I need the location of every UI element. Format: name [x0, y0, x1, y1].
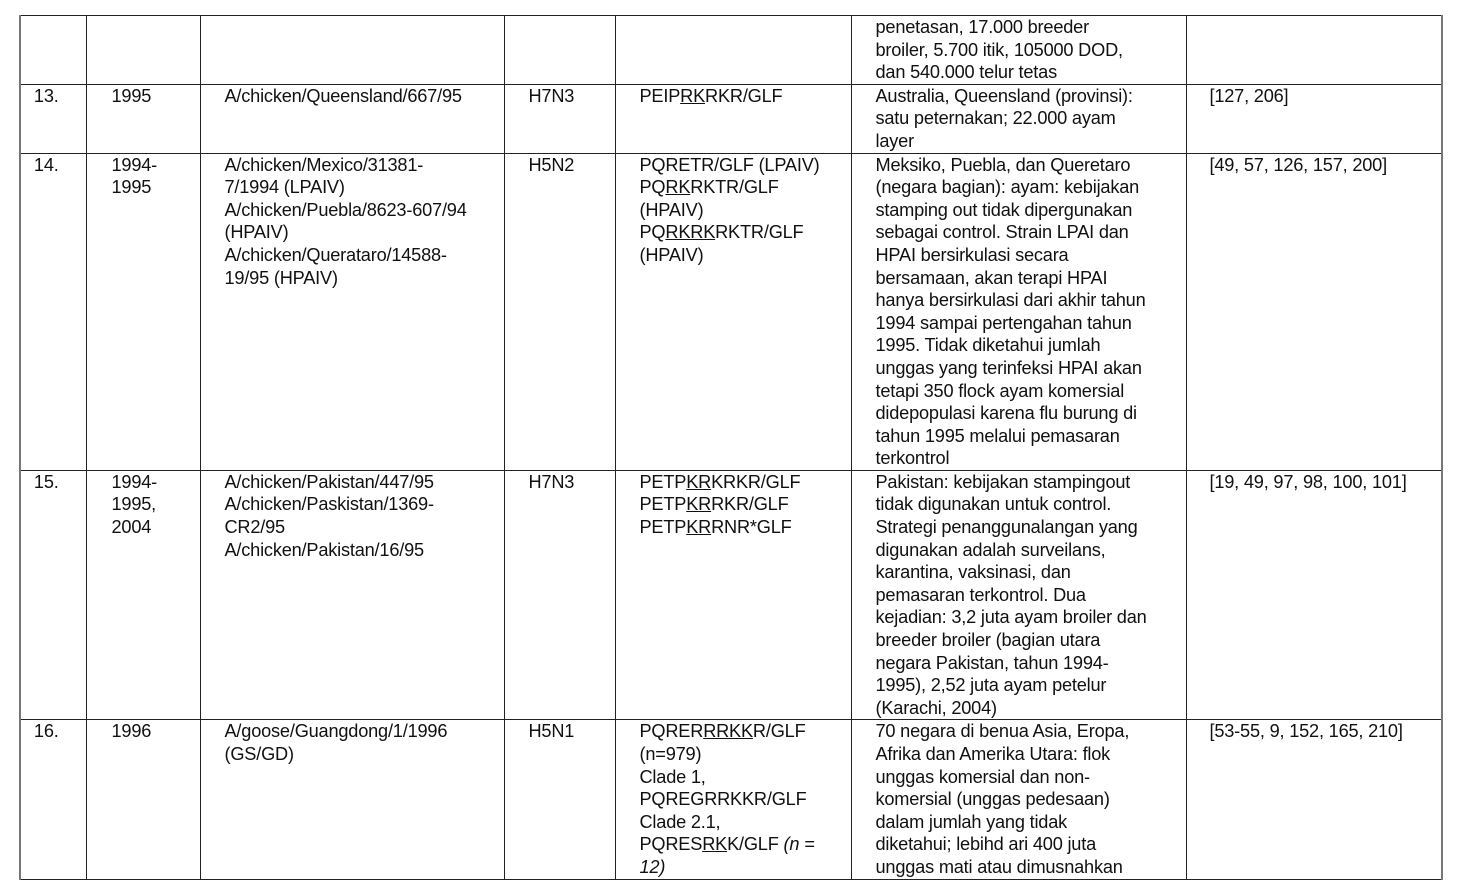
cleavage-site-underlined: RRKK [703, 721, 753, 742]
sequence-segment: K/GLF [727, 834, 784, 855]
cell-description [851, 16, 1186, 85]
year-line: 1995 [111, 177, 152, 198]
sequence-segment: (HPAIV) [639, 244, 704, 265]
strain-line: A/chicken/Pakistan/16/95 [224, 539, 424, 560]
description-line: Pakistan: kebijakan stampingout [875, 471, 1131, 492]
cell-year [86, 153, 200, 470]
description-line: unggas mati atau dimusnahkan [875, 856, 1123, 877]
cell-no [20, 153, 86, 470]
sequence-line [640, 766, 851, 789]
sequence-segment: (n=979) [639, 744, 702, 764]
row-number: 15. [33, 471, 59, 492]
cell-references [1186, 153, 1442, 470]
sequence-segment: 12) [639, 856, 666, 877]
sequence-line [640, 199, 851, 222]
cell-description [851, 720, 1186, 879]
sequence-line [640, 493, 851, 516]
description-line: breeder broiler (bagian utara [875, 630, 1101, 651]
strain-line: 19/95 (HPAIV) [224, 267, 338, 288]
outbreak-table [19, 15, 1443, 880]
sequence-line [640, 856, 851, 879]
sequence-segment: PQ [639, 177, 666, 198]
strain-line: A/chicken/Mexico/31381- [224, 154, 424, 175]
description-line: sebagai control. Strain LPAI dan [875, 222, 1129, 243]
cleavage-site-underlined: RK [665, 177, 691, 198]
cell-subtype [504, 84, 615, 153]
sequence-segment: PQRETR/GLF (LPAIV) [639, 154, 820, 175]
description-line: negara Pakistan, tahun 1994- [875, 652, 1109, 673]
sequence-segment: Clade 2.1, [639, 811, 721, 832]
description-line: hanya bersirkulasi dari akhir tahun [875, 290, 1146, 311]
cell-subtype [504, 720, 615, 879]
description-line: satu peternakan; 22.000 ayam [875, 108, 1116, 129]
sequence-segment: KRKR/GLF [711, 471, 801, 492]
sequence-segment: Clade 1, [639, 766, 706, 787]
description-line: tetapi 350 flock ayam komersial [875, 380, 1125, 401]
sequence-segment: R/GLF [752, 721, 806, 742]
cell-year [86, 84, 200, 153]
strain-line: A/chicken/Puebla/8623-607/94 [224, 199, 467, 220]
cell-strain [200, 84, 504, 153]
sequence-segment: PETP [639, 471, 687, 492]
description-line: kejadian: 3,2 juta ayam broiler dan [875, 607, 1147, 628]
description-line: dalam jumlah yang tidak [875, 811, 1068, 832]
cell-no [20, 470, 86, 720]
description-line: Afrika dan Amerika Utara: flok [875, 744, 1111, 764]
year-line: 1995 [111, 85, 152, 106]
description-line: Australia, Queensland (provinsi): [875, 85, 1133, 106]
cell-year [86, 470, 200, 720]
subtype: H5N1 [528, 721, 575, 742]
sequence-segment: PQRES [639, 834, 703, 855]
sequence-line [640, 811, 851, 834]
sequence-line [640, 85, 851, 108]
row-number: 16. [33, 721, 59, 742]
description-line: pemasaran terkontrol. Dua [875, 584, 1086, 605]
cell-sequence [615, 720, 851, 879]
cell-sequence [615, 84, 851, 153]
sequence-segment: RKR/GLF [705, 85, 783, 106]
sequence-segment: PETP [639, 517, 687, 538]
cell-references [1186, 470, 1442, 720]
table-row [20, 84, 1442, 153]
cell-sequence [615, 153, 851, 470]
cleavage-site-underlined: KR [686, 517, 712, 538]
sequence-segment: PQREGRRKKR/GLF [639, 789, 807, 810]
description-line: 1995), 2,52 juta ayam petelur [875, 675, 1107, 696]
subtype: H5N2 [528, 154, 575, 175]
cell-no [20, 720, 86, 879]
cleavage-site-underlined: KR [686, 471, 712, 492]
references: [19, 49, 97, 98, 100, 101] [1209, 471, 1407, 492]
cleavage-site-underlined: RKRK [665, 222, 716, 243]
table-row [20, 470, 1442, 720]
strain-line: (HPAIV) [224, 222, 289, 243]
sequence-line [640, 154, 851, 177]
sequence-line [640, 720, 851, 743]
description-line: layer [875, 130, 914, 151]
description-line: broiler, 5.700 itik, 105000 DOD, [875, 39, 1123, 60]
year-line: 1994- [111, 471, 158, 492]
sequence-segment: (n = [783, 834, 815, 855]
year-line: 2004 [111, 517, 152, 538]
description-line: penetasan, 17.000 breeder [875, 17, 1089, 37]
cell-description [851, 84, 1186, 153]
cell-strain [200, 16, 504, 85]
references: [127, 206] [1209, 85, 1289, 106]
description-line: komersial (unggas pedesaan) [875, 789, 1110, 810]
cell-references [1186, 720, 1442, 879]
sequence-line [640, 788, 851, 811]
sequence-segment: RKTR/GLF [715, 222, 804, 243]
cell-description [851, 153, 1186, 470]
cleavage-site-underlined: RK [680, 85, 706, 106]
cleavage-site-underlined: RK [702, 834, 728, 855]
sequence-segment: PQ [639, 222, 666, 243]
sequence-segment: PETP [639, 494, 687, 515]
description-line: 1994 sampai pertengahan tahun [875, 312, 1132, 333]
table-row [20, 153, 1442, 470]
strain-line: A/chicken/Querataro/14588- [224, 244, 447, 265]
sequence-segment: PQRER [639, 721, 704, 742]
strain-line: 7/1994 (LPAIV) [224, 177, 345, 198]
sequence-line [640, 516, 851, 539]
description-line: tahun 1995 melalui pemasaran [875, 425, 1120, 446]
cell-subtype [504, 470, 615, 720]
sequence-segment: RNR*GLF [711, 517, 792, 538]
sequence-line [640, 743, 851, 766]
description-line: unggas yang terinfeksi HPAI akan [875, 357, 1142, 378]
description-line: stamping out tidak dipergunakan [875, 199, 1133, 220]
description-line: didepopulasi karena flu burung di [875, 403, 1137, 424]
cell-references [1186, 84, 1442, 153]
cell-sequence [615, 470, 851, 720]
references: [49, 57, 126, 157, 200] [1209, 154, 1387, 175]
subtype: H7N3 [528, 85, 575, 106]
table-body [20, 16, 1442, 880]
sequence-line [640, 221, 851, 244]
strain-line: (GS/GD) [224, 744, 294, 764]
cell-no [20, 84, 86, 153]
cell-strain [200, 470, 504, 720]
description-line: 1995. Tidak diketahui jumlah [875, 335, 1101, 356]
subtype: H7N3 [528, 471, 575, 492]
strain-line: A/chicken/Queensland/667/95 [224, 85, 462, 106]
sequence-line [640, 244, 851, 267]
description-line: bersamaan, akan terapi HPAI [875, 267, 1108, 288]
cell-subtype [504, 153, 615, 470]
cell-references [1186, 16, 1442, 85]
row-number: 14. [33, 154, 59, 175]
description-line: unggas komersial dan non- [875, 766, 1090, 787]
sequence-segment: RKR/GLF [711, 494, 789, 515]
cell-no [20, 16, 86, 85]
references: [53-55, 9, 152, 165, 210] [1209, 721, 1403, 742]
sequence-line [640, 471, 851, 494]
description-line: terkontrol [875, 448, 950, 469]
cell-strain [200, 153, 504, 470]
year-line: 1994- [111, 154, 158, 175]
sequence-line [640, 833, 851, 856]
strain-line: A/chicken/Paskistan/1369- [224, 494, 434, 515]
description-line: tidak digunakan untuk control. [875, 494, 1112, 515]
description-line: dan 540.000 telur tetas [875, 62, 1057, 83]
table-row-continuation [20, 16, 1442, 85]
cell-sequence [615, 16, 851, 85]
cell-subtype [504, 16, 615, 85]
strain-line: A/goose/Guangdong/1/1996 [224, 721, 448, 742]
description-line: diketahui; lebihd ari 400 juta [875, 834, 1096, 855]
cell-year [86, 720, 200, 879]
description-line: Strategi penanggunalangan yang [875, 517, 1138, 538]
table-row [20, 720, 1442, 879]
sequence-line [640, 176, 851, 199]
sequence-segment: RKTR/GLF [690, 177, 779, 198]
year-line: 1996 [111, 721, 152, 742]
cell-year [86, 16, 200, 85]
description-line: Meksiko, Puebla, dan Queretaro [875, 154, 1131, 175]
description-line: (Karachi, 2004) [875, 697, 997, 718]
cleavage-site-underlined: KR [686, 494, 712, 515]
description-line: karantina, vaksinasi, dan [875, 562, 1071, 583]
strain-line: CR2/95 [224, 517, 285, 538]
strain-line: A/chicken/Pakistan/447/95 [224, 471, 434, 492]
description-line: 70 negara di benua Asia, Eropa, [875, 721, 1130, 742]
sequence-segment: PEIP [639, 85, 681, 106]
description-line: digunakan adalah surveilans, [875, 539, 1106, 560]
row-number: 13. [33, 85, 59, 106]
cell-strain [200, 720, 504, 879]
description-line: HPAI bersirkulasi secara [875, 244, 1069, 265]
cell-description [851, 470, 1186, 720]
description-line: (negara bagian): ayam: kebijakan [875, 177, 1140, 198]
year-line: 1995, [111, 494, 157, 515]
sequence-segment: (HPAIV) [639, 199, 704, 220]
